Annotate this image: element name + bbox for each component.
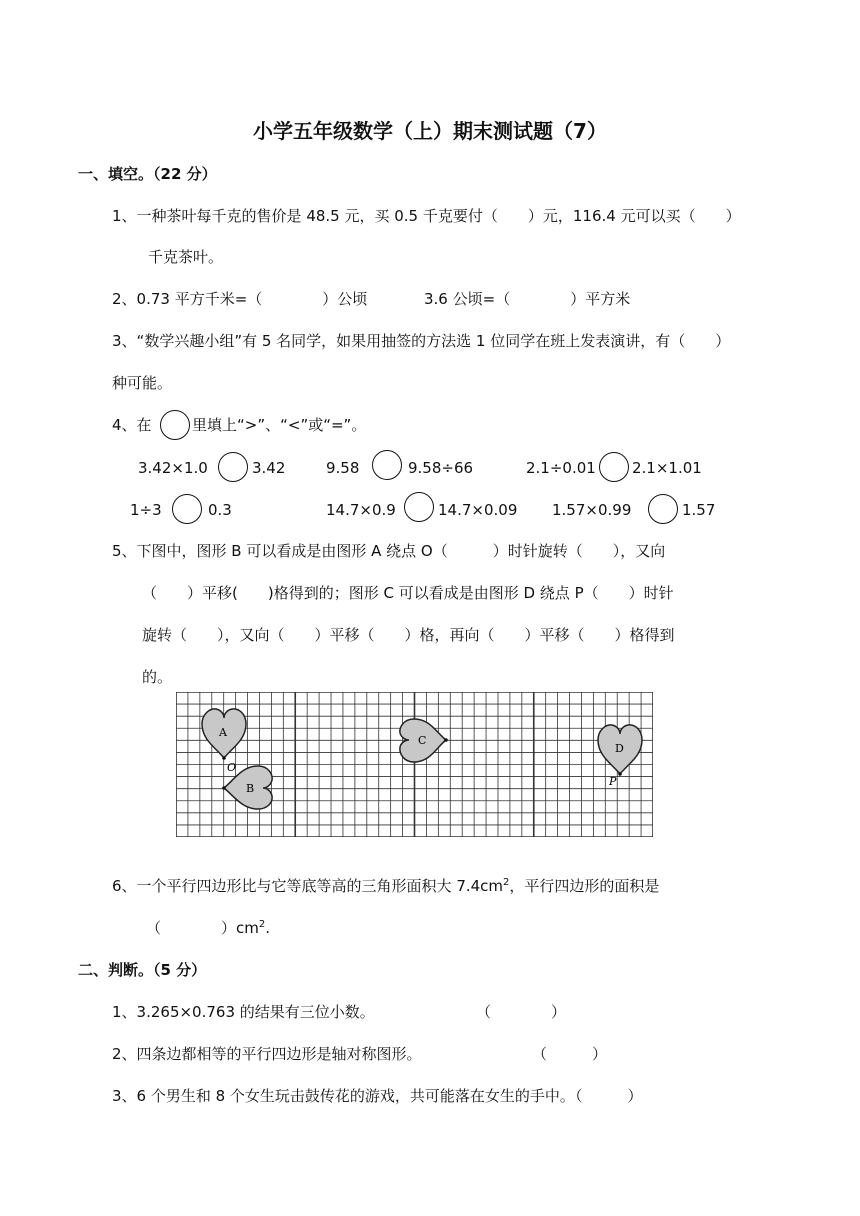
grid-diagram (176, 692, 653, 837)
compare-circle[interactable] (648, 494, 678, 524)
q3-line2: 种可能。 (112, 374, 173, 392)
judge-q1: 1、3.265×0.763 的结果有三位小数。 (112, 1003, 375, 1021)
compare-circle[interactable] (218, 452, 248, 482)
judge-q1-blank[interactable]: （ ） (476, 1003, 567, 1021)
rotation-grid-figure (176, 692, 653, 837)
q4-r1-expr6: 2.1×1.01 (632, 459, 702, 477)
label-c: C (418, 734, 427, 747)
q4-r1-expr5: 2.1÷0.01 (526, 459, 596, 477)
q6-line1 (112, 876, 659, 896)
q6-line1-b: ，平行四边形的面积是 (509, 877, 660, 895)
q6-line2-a: （ ）cm (146, 919, 259, 937)
compare-circle[interactable] (599, 452, 629, 482)
q3-line1: 3、“数学兴趣小组”有 5 名同学，如果用抽签的方法选 1 位同学在班上发表演讲，有（ ） (112, 332, 731, 350)
q4-suffix: 里填上“>”、“<”或“=”。 (192, 416, 367, 434)
q4-r2-expr6: 1.57 (682, 501, 716, 519)
q6-line2 (146, 918, 270, 938)
q6-line1-a: 6、一个平行四边形比与它等底等高的三角形面积大 7.4cm (112, 877, 504, 895)
label-p: P (609, 775, 617, 788)
judge-q2: 2、四条边都相等的平行四边形是轴对称图形。 (112, 1045, 422, 1063)
label-b: B (246, 782, 255, 795)
q4-r2-expr5: 1.57×0.99 (552, 501, 632, 519)
label-d: D (615, 742, 624, 755)
section-1-heading: 一、填空。（22 分） (78, 165, 217, 183)
judge-q2-blank[interactable]: （ ） (532, 1045, 608, 1063)
label-o: O (227, 761, 237, 774)
section-2-heading: 二、判断。（5 分） (78, 961, 207, 979)
compare-circle-example (160, 410, 190, 440)
q4-r1-expr2: 3.42 (252, 459, 286, 477)
compare-circle[interactable] (172, 494, 202, 524)
compare-circle[interactable] (372, 450, 402, 480)
q4-r2-expr1: 1÷3 (130, 501, 162, 519)
q4-r1-expr1: 3.42×1.0 (138, 459, 208, 477)
judge-q3: 3、6 个男生和 8 个女生玩击鼓传花的游戏，共可能落在女生的手中。（ ） (112, 1087, 643, 1105)
compare-circle[interactable] (404, 492, 434, 522)
q4-r1-expr4: 9.58÷66 (408, 459, 474, 477)
q2-part1: 2、0.73 平方千米=（ ）公顷 (112, 290, 368, 308)
q4-r2-expr4: 14.7×0.09 (438, 501, 518, 519)
q5-line4: 的。 (142, 668, 173, 686)
q5-line3: 旋转（ ），又向（ ）平移（ ）格，再向（ ）平移（ ）格得到 (142, 626, 675, 644)
q5-line2: （ ）平移( )格得到的；图形 C 可以看成是由图形 D 绕点 P（ ）时针 (142, 584, 674, 602)
q4-prefix: 4、在 (112, 416, 152, 434)
q5-line1: 5、下图中，图形 B 可以看成是由图形 A 绕点 O（ ）时针旋转（ ），又向 (112, 542, 666, 560)
q4-r1-expr3: 9.58 (326, 459, 360, 477)
q1-line1: 1、一种茶叶每千克的售价是 48.5 元，买 0.5 千克要付（ ）元，116.4 元可以买（ ） (112, 207, 741, 225)
label-a: A (219, 726, 227, 739)
q6-sup1: 2 (503, 877, 510, 888)
q1-line2: 千克茶叶。 (148, 248, 224, 266)
q6-sup2: 2 (258, 919, 266, 930)
q6-line2-b: . (265, 919, 271, 937)
q4-r2-expr3: 14.7×0.9 (326, 501, 396, 519)
q4-r2-expr2: 0.3 (208, 501, 232, 519)
q2-part2: 3.6 公顷=（ ）平方米 (424, 290, 631, 308)
page-title: 小学五年级数学（上）期末测试题（7） (253, 119, 607, 143)
